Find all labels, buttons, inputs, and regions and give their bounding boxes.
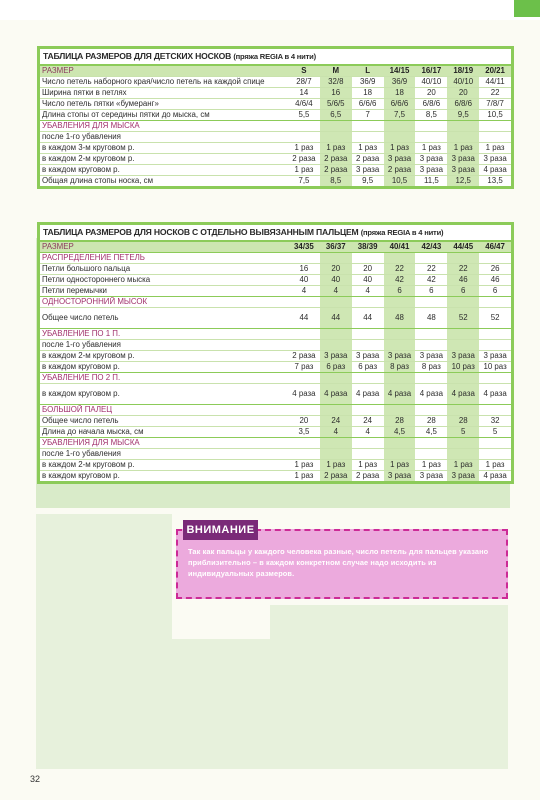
value-cell: 13,5 bbox=[479, 176, 511, 187]
value-cell: 16 bbox=[288, 264, 320, 275]
value-cell: 22 bbox=[415, 264, 447, 275]
section-label: УБАВЛЕНИЯ ДЛЯ МЫСКА bbox=[40, 121, 288, 132]
row-label: Петли одностороннего мыска bbox=[40, 275, 288, 286]
value-cell: 3 раза bbox=[352, 351, 384, 362]
row-label: Ширина пятки в петлях bbox=[40, 88, 288, 99]
table-row bbox=[40, 110, 511, 121]
value-cell: 3 раза bbox=[352, 165, 384, 176]
value-cell: 40/10 bbox=[415, 77, 447, 88]
empty-cell bbox=[384, 253, 416, 264]
value-cell: 46 bbox=[447, 275, 479, 286]
value-cell: 3 раза bbox=[447, 471, 479, 482]
row-label: в каждом 2-м круговом р. bbox=[40, 154, 288, 165]
row-label: в каждом 2-м круговом р. bbox=[40, 460, 288, 471]
row-label: после 1-го убавления bbox=[40, 340, 288, 351]
value-cell: 6/6/6 bbox=[384, 99, 416, 110]
section-row bbox=[40, 373, 511, 384]
row-label: Общее число петель bbox=[40, 416, 288, 427]
value-cell: 6 bbox=[447, 286, 479, 297]
value-cell: 8,5 bbox=[320, 176, 352, 187]
value-cell: 4,5 bbox=[384, 427, 416, 438]
value-cell: 3 раза bbox=[415, 154, 447, 165]
value-cell: 5/6/5 bbox=[320, 99, 352, 110]
empty-cell bbox=[479, 132, 511, 143]
table-row bbox=[40, 88, 511, 99]
row-label: Длина стопы от середины пятки до мыска, см bbox=[40, 110, 288, 121]
row-label: Длина до начала мыска, см bbox=[40, 427, 288, 438]
value-cell: 52 bbox=[479, 308, 511, 329]
value-cell: 6 bbox=[479, 286, 511, 297]
value-cell: 46 bbox=[479, 275, 511, 286]
empty-cell bbox=[352, 449, 384, 460]
empty-cell bbox=[415, 373, 447, 384]
value-cell: 4 раза bbox=[288, 384, 320, 405]
table-row bbox=[40, 308, 511, 329]
table-row bbox=[40, 340, 511, 351]
value-cell: 6/6/6 bbox=[352, 99, 384, 110]
value-cell: 3 раза bbox=[384, 471, 416, 482]
header-row bbox=[40, 242, 511, 253]
value-cell: 4 раза bbox=[384, 384, 416, 405]
value-cell: 5 bbox=[479, 427, 511, 438]
background-panel-right bbox=[270, 605, 508, 769]
table-row bbox=[40, 176, 511, 187]
table-row bbox=[40, 275, 511, 286]
value-cell: 1 раз bbox=[320, 460, 352, 471]
value-cell: 40/10 bbox=[447, 77, 479, 88]
value-cell: 1 раз bbox=[479, 460, 511, 471]
value-cell: 48 bbox=[384, 308, 416, 329]
empty-cell bbox=[352, 121, 384, 132]
row-label: Общая длина стопы носка, см bbox=[40, 176, 288, 187]
section-row bbox=[40, 297, 511, 308]
value-cell: 6 раз bbox=[352, 362, 384, 373]
empty-cell bbox=[288, 121, 320, 132]
value-cell: 3 раза bbox=[447, 154, 479, 165]
background-panel-bottom bbox=[36, 639, 270, 769]
row-label: в каждом круговом р. bbox=[40, 165, 288, 176]
toe-socks-size-table bbox=[37, 222, 514, 484]
table-row bbox=[40, 362, 511, 373]
table-row bbox=[40, 460, 511, 471]
empty-cell bbox=[479, 438, 511, 449]
empty-cell bbox=[288, 438, 320, 449]
value-cell: 4 раза bbox=[320, 384, 352, 405]
table-yarn-note: (пряжа REGIA в 4 нити) bbox=[360, 228, 444, 237]
section-label: ОДНОСТОРОННИЙ МЫСОК bbox=[40, 297, 288, 308]
empty-cell bbox=[415, 253, 447, 264]
empty-cell bbox=[447, 132, 479, 143]
section-label: БОЛЬШОЙ ПАЛЕЦ bbox=[40, 405, 288, 416]
value-cell: 1 раз bbox=[288, 471, 320, 482]
value-cell: 20 bbox=[415, 88, 447, 99]
row-label: в каждом круговом р. bbox=[40, 362, 288, 373]
table-row bbox=[40, 132, 511, 143]
value-cell: 28 bbox=[415, 416, 447, 427]
size-header-cell: 14/15 bbox=[384, 66, 416, 77]
value-cell: 22 bbox=[479, 88, 511, 99]
empty-cell bbox=[479, 253, 511, 264]
empty-cell bbox=[447, 405, 479, 416]
value-cell: 11,5 bbox=[415, 176, 447, 187]
empty-cell bbox=[447, 340, 479, 351]
value-cell: 3 раза bbox=[415, 165, 447, 176]
empty-cell bbox=[415, 297, 447, 308]
empty-cell bbox=[415, 132, 447, 143]
value-cell: 10,5 bbox=[479, 110, 511, 121]
section-row bbox=[40, 405, 511, 416]
value-cell: 3 раза bbox=[447, 351, 479, 362]
row-label: после 1-го убавления bbox=[40, 449, 288, 460]
table-title-text: ТАБЛИЦА РАЗМЕРОВ ДЛЯ ДЕТСКИХ НОСКОВ bbox=[43, 51, 232, 61]
value-cell: 2 раза bbox=[288, 154, 320, 165]
value-cell: 1 раз bbox=[288, 143, 320, 154]
value-cell: 2 раза bbox=[288, 351, 320, 362]
empty-cell bbox=[288, 340, 320, 351]
value-cell: 1 раз bbox=[320, 143, 352, 154]
value-cell: 3 раза bbox=[384, 351, 416, 362]
value-cell: 1 раз bbox=[288, 460, 320, 471]
value-cell: 8 раз bbox=[384, 362, 416, 373]
size-header-cell: 40/41 bbox=[384, 242, 416, 253]
value-cell: 6 bbox=[384, 286, 416, 297]
value-cell: 1 раз bbox=[352, 460, 384, 471]
empty-cell bbox=[320, 253, 352, 264]
value-cell: 4 раза bbox=[447, 384, 479, 405]
value-cell: 3 раза bbox=[415, 351, 447, 362]
value-cell: 3 раза bbox=[479, 351, 511, 362]
size-header-cell: M bbox=[320, 66, 352, 77]
empty-cell bbox=[352, 329, 384, 340]
table-title bbox=[40, 49, 511, 66]
empty-cell bbox=[447, 297, 479, 308]
table-row bbox=[40, 264, 511, 275]
value-cell: 10 раз bbox=[447, 362, 479, 373]
value-cell: 3 раза bbox=[447, 165, 479, 176]
value-cell: 20 bbox=[288, 416, 320, 427]
section-label: УБАВЛЕНИЯ ДЛЯ МЫСКА bbox=[40, 438, 288, 449]
empty-cell bbox=[320, 297, 352, 308]
value-cell: 20 bbox=[447, 88, 479, 99]
value-cell: 40 bbox=[352, 275, 384, 286]
value-cell: 18 bbox=[384, 88, 416, 99]
section-label: УБАВЛЕНИЕ ПО 1 П. bbox=[40, 329, 288, 340]
empty-cell bbox=[479, 340, 511, 351]
size-grid bbox=[40, 66, 511, 186]
value-cell: 2 раза bbox=[320, 471, 352, 482]
page-number: 32 bbox=[30, 774, 41, 784]
table-row bbox=[40, 449, 511, 460]
empty-cell bbox=[320, 329, 352, 340]
value-cell: 6/8/6 bbox=[415, 99, 447, 110]
value-cell: 32/8 bbox=[320, 77, 352, 88]
value-cell: 4 bbox=[320, 286, 352, 297]
value-cell: 24 bbox=[352, 416, 384, 427]
empty-cell bbox=[352, 132, 384, 143]
empty-cell bbox=[352, 340, 384, 351]
empty-cell bbox=[320, 373, 352, 384]
empty-cell bbox=[288, 329, 320, 340]
row-label: в каждом 2-м круговом р. bbox=[40, 351, 288, 362]
corner-tab bbox=[514, 0, 540, 17]
value-cell: 5 bbox=[447, 427, 479, 438]
value-cell: 3 раза bbox=[479, 154, 511, 165]
table-row bbox=[40, 427, 511, 438]
value-cell: 9,5 bbox=[352, 176, 384, 187]
value-cell: 52 bbox=[447, 308, 479, 329]
empty-cell bbox=[288, 253, 320, 264]
value-cell: 48 bbox=[415, 308, 447, 329]
empty-cell bbox=[415, 121, 447, 132]
value-cell: 1 раз bbox=[479, 143, 511, 154]
value-cell: 20 bbox=[352, 264, 384, 275]
size-header-cell: S bbox=[288, 66, 320, 77]
value-cell: 9,5 bbox=[447, 110, 479, 121]
section-row bbox=[40, 438, 511, 449]
value-cell: 6 раз bbox=[320, 362, 352, 373]
value-cell: 1 раз bbox=[384, 460, 416, 471]
table-row bbox=[40, 165, 511, 176]
row-label: Число петель пятки «бумеранг» bbox=[40, 99, 288, 110]
empty-cell bbox=[479, 405, 511, 416]
section-row bbox=[40, 329, 511, 340]
table-row bbox=[40, 351, 511, 362]
value-cell: 44 bbox=[352, 308, 384, 329]
empty-cell bbox=[415, 405, 447, 416]
empty-cell bbox=[352, 405, 384, 416]
empty-cell bbox=[479, 121, 511, 132]
value-cell: 36/9 bbox=[352, 77, 384, 88]
empty-cell bbox=[384, 340, 416, 351]
section-label: УБАВЛЕНИЕ ПО 2 П. bbox=[40, 373, 288, 384]
value-cell: 44/11 bbox=[479, 77, 511, 88]
empty-cell bbox=[384, 329, 416, 340]
value-cell: 1 раз bbox=[352, 143, 384, 154]
table-row bbox=[40, 416, 511, 427]
size-header-cell: 44/45 bbox=[447, 242, 479, 253]
empty-cell bbox=[320, 340, 352, 351]
value-cell: 4 раза bbox=[479, 384, 511, 405]
empty-cell bbox=[447, 438, 479, 449]
size-grid bbox=[40, 242, 511, 481]
empty-cell bbox=[384, 132, 416, 143]
empty-cell bbox=[447, 449, 479, 460]
value-cell: 28 bbox=[384, 416, 416, 427]
size-header-cell: 34/35 bbox=[288, 242, 320, 253]
header-label: РАЗМЕР bbox=[40, 66, 288, 77]
empty-cell bbox=[320, 405, 352, 416]
table-title bbox=[40, 225, 511, 242]
background-panel-left bbox=[36, 514, 172, 639]
header-row bbox=[40, 66, 511, 77]
empty-cell bbox=[352, 253, 384, 264]
value-cell: 1 раз bbox=[384, 143, 416, 154]
value-cell: 4 bbox=[320, 427, 352, 438]
value-cell: 36/9 bbox=[384, 77, 416, 88]
empty-cell bbox=[384, 438, 416, 449]
value-cell: 6/8/6 bbox=[447, 99, 479, 110]
table-title-text: ТАБЛИЦА РАЗМЕРОВ ДЛЯ НОСКОВ С ОТДЕЛЬНО ВЫВЯЗАННЫМ ПАЛЬЦЕМ bbox=[43, 227, 359, 237]
value-cell: 3 раза bbox=[415, 471, 447, 482]
empty-cell bbox=[288, 373, 320, 384]
empty-cell bbox=[447, 329, 479, 340]
empty-cell bbox=[320, 132, 352, 143]
empty-cell bbox=[447, 373, 479, 384]
empty-cell bbox=[288, 405, 320, 416]
empty-cell bbox=[352, 438, 384, 449]
value-cell: 28/7 bbox=[288, 77, 320, 88]
size-header-cell: 16/17 bbox=[415, 66, 447, 77]
size-header-cell: 46/47 bbox=[479, 242, 511, 253]
empty-cell bbox=[447, 121, 479, 132]
empty-cell bbox=[384, 373, 416, 384]
empty-cell bbox=[415, 449, 447, 460]
value-cell: 2 раза bbox=[352, 471, 384, 482]
value-cell: 10,5 bbox=[384, 176, 416, 187]
size-header-cell: 20/21 bbox=[479, 66, 511, 77]
empty-cell bbox=[352, 297, 384, 308]
size-header-cell: 42/43 bbox=[415, 242, 447, 253]
empty-cell bbox=[288, 297, 320, 308]
table-row bbox=[40, 384, 511, 405]
value-cell: 44 bbox=[288, 308, 320, 329]
size-header-cell: 36/37 bbox=[320, 242, 352, 253]
row-label: Петли перемычки bbox=[40, 286, 288, 297]
notice-text: Так как пальцы у каждого человека разные, число петель для пальцев указано приблизительно – в каждом конкретном случае надо исходить из индивидуальных размеров. bbox=[188, 547, 489, 578]
value-cell: 1 раз bbox=[447, 143, 479, 154]
section-row bbox=[40, 253, 511, 264]
row-label: Число петель наборного края/число петель на каждой спице bbox=[40, 77, 288, 88]
value-cell: 4 раза bbox=[479, 471, 511, 482]
row-label: Петли большого пальца bbox=[40, 264, 288, 275]
value-cell: 6,5 bbox=[320, 110, 352, 121]
table-row bbox=[40, 471, 511, 482]
value-cell: 26 bbox=[479, 264, 511, 275]
value-cell: 8 раз bbox=[415, 362, 447, 373]
value-cell: 20 bbox=[320, 264, 352, 275]
empty-cell bbox=[384, 297, 416, 308]
empty-cell bbox=[320, 449, 352, 460]
value-cell: 18 bbox=[352, 88, 384, 99]
empty-cell bbox=[320, 121, 352, 132]
value-cell: 4/6/4 bbox=[288, 99, 320, 110]
value-cell: 16 bbox=[320, 88, 352, 99]
value-cell: 4,5 bbox=[415, 427, 447, 438]
section-label: РАСПРЕДЕЛЕНИЕ ПЕТЕЛЬ bbox=[40, 253, 288, 264]
value-cell: 28 bbox=[447, 416, 479, 427]
value-cell: 3 раза bbox=[320, 351, 352, 362]
value-cell: 4 раза bbox=[352, 384, 384, 405]
value-cell: 14 bbox=[288, 88, 320, 99]
empty-cell bbox=[479, 297, 511, 308]
table-yarn-note: (пряжа REGIA в 4 нити) bbox=[233, 52, 316, 61]
empty-cell bbox=[384, 449, 416, 460]
value-cell: 42 bbox=[384, 275, 416, 286]
value-cell: 24 bbox=[320, 416, 352, 427]
empty-cell bbox=[479, 449, 511, 460]
notice-heading: ВНИМАНИЕ bbox=[183, 520, 258, 540]
table-row bbox=[40, 154, 511, 165]
empty-cell bbox=[384, 405, 416, 416]
value-cell: 2 раза bbox=[352, 154, 384, 165]
value-cell: 4 раза bbox=[479, 165, 511, 176]
empty-cell bbox=[479, 329, 511, 340]
empty-cell bbox=[479, 373, 511, 384]
value-cell: 4 bbox=[352, 286, 384, 297]
row-label: в каждом круговом р. bbox=[40, 384, 288, 405]
value-cell: 44 bbox=[320, 308, 352, 329]
value-cell: 7 раз bbox=[288, 362, 320, 373]
value-cell: 6 bbox=[415, 286, 447, 297]
value-cell: 40 bbox=[320, 275, 352, 286]
value-cell: 4 bbox=[288, 286, 320, 297]
size-header-cell: 38/39 bbox=[352, 242, 384, 253]
table-row bbox=[40, 286, 511, 297]
children-socks-size-table bbox=[37, 46, 514, 189]
value-cell: 4 раза bbox=[415, 384, 447, 405]
value-cell: 1 раз bbox=[447, 460, 479, 471]
top-margin bbox=[0, 0, 540, 20]
empty-cell bbox=[384, 121, 416, 132]
value-cell: 3,5 bbox=[288, 427, 320, 438]
empty-cell bbox=[288, 132, 320, 143]
size-header-cell: 18/19 bbox=[447, 66, 479, 77]
empty-cell bbox=[415, 329, 447, 340]
value-cell: 2 раза bbox=[384, 165, 416, 176]
value-cell: 7,5 bbox=[384, 110, 416, 121]
row-label: Общее число петель bbox=[40, 308, 288, 329]
empty-cell bbox=[415, 340, 447, 351]
row-label: в каждом 3-м круговом р. bbox=[40, 143, 288, 154]
value-cell: 10 раз bbox=[479, 362, 511, 373]
value-cell: 32 bbox=[479, 416, 511, 427]
value-cell: 40 bbox=[288, 275, 320, 286]
row-label: в каждом круговом р. bbox=[40, 471, 288, 482]
value-cell: 7 bbox=[352, 110, 384, 121]
value-cell: 22 bbox=[447, 264, 479, 275]
value-cell: 2 раза bbox=[320, 165, 352, 176]
value-cell: 7,5 bbox=[288, 176, 320, 187]
table-row bbox=[40, 143, 511, 154]
value-cell: 2 раза bbox=[320, 154, 352, 165]
empty-cell bbox=[415, 438, 447, 449]
value-cell: 3 раза bbox=[384, 154, 416, 165]
value-cell: 1 раз bbox=[288, 165, 320, 176]
value-cell: 5,5 bbox=[288, 110, 320, 121]
value-cell: 8,5 bbox=[415, 110, 447, 121]
value-cell: 42 bbox=[415, 275, 447, 286]
value-cell: 1 раз bbox=[415, 460, 447, 471]
row-label: после 1-го убавления bbox=[40, 132, 288, 143]
empty-cell bbox=[447, 253, 479, 264]
empty-cell bbox=[352, 373, 384, 384]
table-row bbox=[40, 99, 511, 110]
size-header-cell: L bbox=[352, 66, 384, 77]
value-cell: 4 bbox=[352, 427, 384, 438]
header-label: РАЗМЕР bbox=[40, 242, 288, 253]
value-cell: 7/8/7 bbox=[479, 99, 511, 110]
table-row bbox=[40, 77, 511, 88]
value-cell: 12,5 bbox=[447, 176, 479, 187]
value-cell: 1 раз bbox=[415, 143, 447, 154]
value-cell: 22 bbox=[384, 264, 416, 275]
empty-cell bbox=[320, 438, 352, 449]
empty-cell bbox=[288, 449, 320, 460]
section-row bbox=[40, 121, 511, 132]
